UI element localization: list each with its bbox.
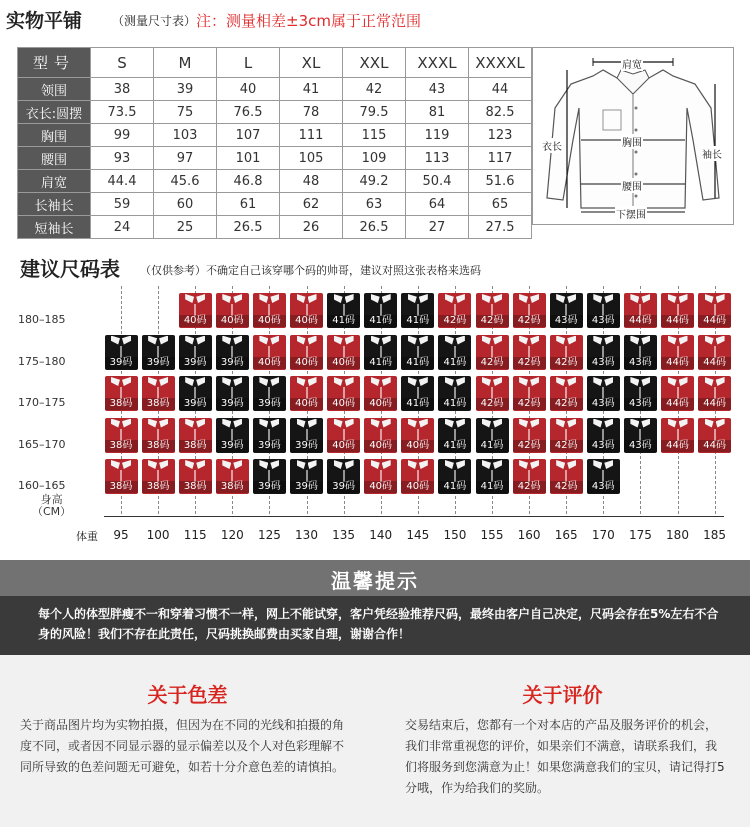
size-shirt-cell [364,418,397,453]
weight-tick-label: 135 [332,528,356,542]
size-shirt-cell [179,418,212,453]
recommended-size-label: 40码 [401,440,434,452]
size-shirt-cell [253,335,286,370]
recommended-size-label: 42码 [513,440,546,452]
recommended-size-label: 39码 [179,357,212,369]
size-shirt-cell [179,459,212,494]
measurement-value: 63 [343,193,406,216]
chart-baseline [104,516,724,517]
weight-tick-label: 120 [220,528,244,542]
recommended-size-label: 39码 [290,440,323,452]
recommended-size-label: 42码 [550,440,583,452]
measurement-value: 99 [91,124,154,147]
size-column-header: S [91,48,154,78]
size-table-row [18,101,532,124]
weight-axis-label: 体重 [76,530,98,543]
recommended-size-label: 43码 [587,315,620,327]
size-shirt-cell [624,293,657,328]
measurement-value: 111 [280,124,343,147]
recommended-size-label: 40码 [401,481,434,493]
measurement-value: 107 [217,124,280,147]
weight-tick-label: 175 [628,528,652,542]
diagram-label-sleeve: 袖长 [701,146,723,161]
recommended-size-label: 41码 [438,481,471,493]
size-shirt-cell [587,376,620,411]
recommended-size-label: 43码 [587,440,620,452]
review-note-title: 关于评价 [522,683,603,707]
recommended-size-label: 40码 [364,481,397,493]
measurement-value: 26.5 [217,216,280,239]
recommended-size-label: 44码 [661,398,694,410]
recommended-size-label: 40码 [364,398,397,410]
measurement-value: 105 [280,147,343,170]
measurement-value: 50.4 [406,170,469,193]
recommended-size-label: 42码 [513,481,546,493]
weight-tick-label: 100 [146,528,170,542]
size-shirt-cell [513,293,546,328]
measurement-value: 51.6 [469,170,532,193]
recommended-size-label: 40码 [216,315,249,327]
page-header [0,0,750,40]
size-shirt-cell [438,376,471,411]
size-shirt-cell [401,335,434,370]
recommended-size-label: 40码 [327,398,360,410]
measurement-value: 59 [91,193,154,216]
recommended-size-label: 40码 [327,440,360,452]
size-shirt-cell [253,293,286,328]
size-shirt-cell [698,293,731,328]
recommended-size-label: 39码 [290,481,323,493]
measurement-label: 肩宽 [18,170,91,193]
diagram-label-chest: 胸围 [621,134,643,149]
recommended-size-label: 39码 [216,357,249,369]
weight-tick-label: 180 [666,528,689,542]
size-recommendation-subtitle: （仅供参考）不确定自己该穿哪个码的帅哥，建议对照这张表格来选码 [140,264,481,277]
warm-tips-header [0,560,750,596]
measurement-value: 46.8 [217,170,280,193]
weight-tick-label: 170 [591,528,615,542]
measurement-value: 113 [406,147,469,170]
measurement-value: 24 [91,216,154,239]
recommended-size-label: 40码 [290,357,323,369]
size-shirt-cell [438,335,471,370]
size-recommendation-chart [0,280,750,550]
size-table-row [18,124,532,147]
measurement-value: 27 [406,216,469,239]
size-recommendation-title: 建议尺码表 [20,257,120,281]
recommended-size-label: 41码 [401,315,434,327]
recommended-size-label: 44码 [698,398,731,410]
weight-tick-label: 155 [480,528,504,542]
size-measurement-table [17,47,532,239]
recommended-size-label: 44码 [698,440,731,452]
height-tick-label: 180–185 [18,313,66,326]
size-shirt-cell [624,418,657,453]
diagram-label-hem: 下摆围 [615,206,647,221]
size-shirt-cell [550,376,583,411]
warm-tips-text: 每个人的体型胖瘦不一和穿着习惯不一样，网上不能试穿，客户凭经验推荐尺码，最终由客户自己决定，尺码会存在5%左右不合身的风险！我们不存在此责任，尺码挑换邮费由买家自理，谢谢合作！ [38,607,719,641]
recommended-size-label: 43码 [624,440,657,452]
measurement-value: 41 [280,78,343,101]
size-column-header: XXXL [406,48,469,78]
measurement-value: 101 [217,147,280,170]
measurement-label: 腰围 [18,147,91,170]
size-shirt-cell [179,335,212,370]
size-shirt-cell [364,459,397,494]
recommended-size-label: 40码 [253,357,286,369]
measurement-value: 109 [343,147,406,170]
measurement-value: 38 [91,78,154,101]
size-shirt-cell [253,376,286,411]
page-title: 实物平铺 [6,10,83,32]
size-table-row [18,193,532,216]
size-column-header: XL [280,48,343,78]
size-shirt-cell [550,293,583,328]
diagram-label-length: 衣长 [541,138,563,153]
size-shirt-cell [142,418,175,453]
recommended-size-label: 39码 [142,357,175,369]
recommended-size-label: 40码 [253,315,286,327]
measurement-label: 衣长:圆摆 [18,101,91,124]
recommended-size-label: 40码 [364,440,397,452]
measurement-label: 领围 [18,78,91,101]
recommended-size-label: 41码 [438,440,471,452]
recommended-size-label: 41码 [401,398,434,410]
recommended-size-label: 41码 [327,315,360,327]
recommended-size-label: 42码 [476,315,509,327]
size-shirt-cell [216,459,249,494]
size-column-header: XXXXL [469,48,532,78]
measurement-value: 43 [406,78,469,101]
size-shirt-cell [513,459,546,494]
size-shirt-cell [216,293,249,328]
measurement-value: 119 [406,124,469,147]
recommended-size-label: 42码 [476,398,509,410]
size-shirt-cell [476,335,509,370]
size-shirt-cell [550,335,583,370]
recommended-size-label: 39码 [253,481,286,493]
measurement-value: 62 [280,193,343,216]
weight-tick-label: 150 [443,528,467,542]
review-note [375,655,750,827]
size-shirt-cell [253,459,286,494]
weight-tick-label: 115 [183,528,207,542]
measurement-value: 79.5 [343,101,406,124]
measurement-value: 45.6 [154,170,217,193]
recommended-size-label: 38码 [216,481,249,493]
measurement-value: 26.5 [343,216,406,239]
size-shirt-cell [364,376,397,411]
size-shirt-cell [290,376,323,411]
size-shirt-cell [476,459,509,494]
size-shirt-cell [587,293,620,328]
size-table-row [18,78,532,101]
measurement-value: 44.4 [91,170,154,193]
recommended-size-label: 44码 [698,315,731,327]
warm-tips-banner [0,560,750,655]
size-shirt-cell [364,293,397,328]
size-shirt-cell [661,335,694,370]
size-shirt-cell [290,459,323,494]
review-note-text: 交易结束后，您都有一个对本店的产品及服务评价的机会，我们非常重视您的评价，如果亲们不满意，请联系我们，我们将服务到您满意为止！如果您满意我们的宝贝，请记得打5分哦，作为给我们的奖励。 [405,718,725,795]
size-shirt-cell [364,335,397,370]
size-table-header-row [18,48,532,78]
recommended-size-label: 43码 [550,315,583,327]
size-shirt-cell [624,376,657,411]
recommended-size-label: 38码 [179,440,212,452]
size-shirt-cell [290,335,323,370]
color-difference-title: 关于色差 [147,683,228,707]
measurement-value: 117 [469,147,532,170]
recommended-size-label: 38码 [142,398,175,410]
size-shirt-cell [438,418,471,453]
recommended-size-label: 39码 [216,398,249,410]
size-shirt-cell [550,418,583,453]
recommended-size-label: 41码 [438,357,471,369]
weight-tick-label: 165 [554,528,578,542]
shirt-measurement-diagram [532,47,734,225]
measurement-value: 81 [406,101,469,124]
size-shirt-cell [698,376,731,411]
recommended-size-label: 38码 [142,481,175,493]
size-shirt-cell [513,418,546,453]
recommended-size-label: 40码 [327,357,360,369]
measurement-value: 42 [343,78,406,101]
recommended-size-label: 40码 [179,315,212,327]
size-shirt-cell [216,335,249,370]
size-shirt-cell [401,459,434,494]
size-table-row [18,170,532,193]
size-shirt-cell [290,418,323,453]
size-shirt-cell [142,459,175,494]
recommended-size-label: 44码 [661,357,694,369]
size-shirt-cell [327,459,360,494]
weight-tick-label: 140 [369,528,393,542]
recommended-size-label: 39码 [327,481,360,493]
recommended-size-label: 42码 [513,357,546,369]
size-shirt-cell [216,376,249,411]
size-shirt-cell [698,335,731,370]
height-tick-label: 165–170 [18,437,66,451]
recommended-size-label: 44码 [661,315,694,327]
size-shirt-cell [105,459,138,494]
color-difference-note [0,655,375,827]
measurement-value: 93 [91,147,154,170]
recommended-size-label: 39码 [179,398,212,410]
height-tick-label: 160–165 [18,479,66,492]
size-shirt-cell [179,376,212,411]
measurement-value: 27.5 [469,216,532,239]
size-table-header-label: 型号 [18,48,91,78]
measurement-label: 长袖长 [18,193,91,216]
measurement-value: 97 [154,147,217,170]
size-shirt-cell [142,335,175,370]
size-shirt-cell [587,418,620,453]
size-table-row [18,147,532,170]
size-shirt-cell [327,335,360,370]
weight-tick-label: 130 [295,528,318,542]
recommended-size-label: 42码 [513,398,546,410]
recommended-size-label: 38码 [105,481,138,493]
height-axis-unit: （CM） [32,505,72,518]
size-shirt-cell [438,293,471,328]
size-shirt-cell [142,376,175,411]
diagram-label-shoulder: 肩宽 [621,56,643,71]
recommended-size-label: 44码 [661,440,694,452]
size-shirt-cell [290,293,323,328]
size-shirt-cell [513,335,546,370]
size-shirt-cell [179,293,212,328]
recommended-size-label: 41码 [476,481,509,493]
measurement-value: 82.5 [469,101,532,124]
measurement-value: 103 [154,124,217,147]
recommended-size-label: 40码 [290,398,323,410]
size-shirt-cell [513,376,546,411]
size-shirt-cell [327,418,360,453]
height-axis-title: 身高 [40,493,63,506]
measurement-label: 胸围 [18,124,91,147]
weight-tick-label: 160 [517,528,541,542]
recommended-size-label: 42码 [513,315,546,327]
size-column-header: XXL [343,48,406,78]
size-shirt-cell [476,293,509,328]
measurement-value: 73.5 [91,101,154,124]
size-shirt-cell [476,418,509,453]
recommended-size-label: 38码 [142,440,175,452]
measurement-value: 48 [280,170,343,193]
measurement-value: 65 [469,193,532,216]
size-shirt-cell [327,293,360,328]
recommended-size-label: 39码 [105,357,138,369]
weight-tick-label: 125 [257,528,281,542]
recommended-size-label: 43码 [587,481,620,493]
warm-tips-title: 温馨提示 [331,569,419,593]
size-shirt-cell [476,376,509,411]
size-shirt-cell [401,293,434,328]
weight-tick-label: 95 [113,528,129,542]
recommended-size-label: 38码 [179,481,212,493]
measurement-value: 44 [469,78,532,101]
size-shirt-cell [105,335,138,370]
size-shirt-cell [550,459,583,494]
measurement-value: 49.2 [343,170,406,193]
measurement-value: 40 [217,78,280,101]
measurement-value: 60 [154,193,217,216]
measurement-value: 25 [154,216,217,239]
recommended-size-label: 43码 [587,357,620,369]
recommended-size-label: 38码 [105,398,138,410]
size-column-header: L [217,48,280,78]
recommended-size-label: 39码 [253,398,286,410]
weight-tick-label: 185 [703,528,727,542]
height-axis-label [32,494,71,518]
recommended-size-label: 43码 [587,398,620,410]
weight-tick-label: 145 [406,528,430,542]
size-shirt-cell [698,418,731,453]
measurement-value: 61 [217,193,280,216]
size-shirt-cell [327,376,360,411]
recommended-size-label: 38码 [105,440,138,452]
size-column-header: M [154,48,217,78]
recommended-size-label: 42码 [550,398,583,410]
size-shirt-cell [216,418,249,453]
recommended-size-label: 41码 [401,357,434,369]
recommended-size-label: 41码 [364,315,397,327]
page-subtitle: （测量尺寸表） [112,14,197,28]
size-shirt-cell [253,418,286,453]
recommended-size-label: 42码 [550,481,583,493]
size-shirt-cell [587,459,620,494]
recommended-size-label: 41码 [364,357,397,369]
size-table-row [18,216,532,239]
size-shirt-cell [587,335,620,370]
measurement-value: 78 [280,101,343,124]
recommended-size-label: 44码 [624,315,657,327]
measurement-value: 39 [154,78,217,101]
size-shirt-cell [661,418,694,453]
recommended-size-label: 41码 [476,440,509,452]
recommended-size-label: 44码 [698,357,731,369]
size-shirt-cell [401,376,434,411]
measurement-value: 64 [406,193,469,216]
recommended-size-label: 42码 [550,357,583,369]
measurement-value: 123 [469,124,532,147]
measurement-value: 76.5 [217,101,280,124]
recommended-size-label: 40码 [290,315,323,327]
recommended-size-label: 42码 [476,357,509,369]
recommended-size-label: 43码 [624,398,657,410]
measurement-note: 注：测量相差±3cm属于正常范围 [196,12,421,30]
size-shirt-cell [105,376,138,411]
color-difference-text: 关于商品图片均为实物拍摄，但因为在不同的光线和拍摄的角度不同，或者因不同显示器的显示偏差以及个人对色彩理解不同所导致的色差问题无可避免，如若十分介意色差的请慎拍。 [20,718,345,774]
size-shirt-cell [661,376,694,411]
measurement-value: 26 [280,216,343,239]
recommended-size-label: 39码 [253,440,286,452]
measurement-value: 115 [343,124,406,147]
height-tick-label: 175–180 [18,354,66,368]
recommended-size-label: 41码 [438,398,471,410]
recommended-size-label: 39码 [216,440,249,452]
height-tick-label: 170–175 [18,396,66,409]
size-shirt-cell [624,335,657,370]
measurement-label: 短袖长 [18,216,91,239]
recommended-size-label: 43码 [624,357,657,369]
size-shirt-cell [438,459,471,494]
recommended-size-label: 42码 [438,315,471,327]
measurement-value: 75 [154,101,217,124]
size-shirt-cell [105,418,138,453]
diagram-label-waist: 腰围 [621,178,643,193]
size-shirt-cell [661,293,694,328]
size-shirt-cell [401,418,434,453]
